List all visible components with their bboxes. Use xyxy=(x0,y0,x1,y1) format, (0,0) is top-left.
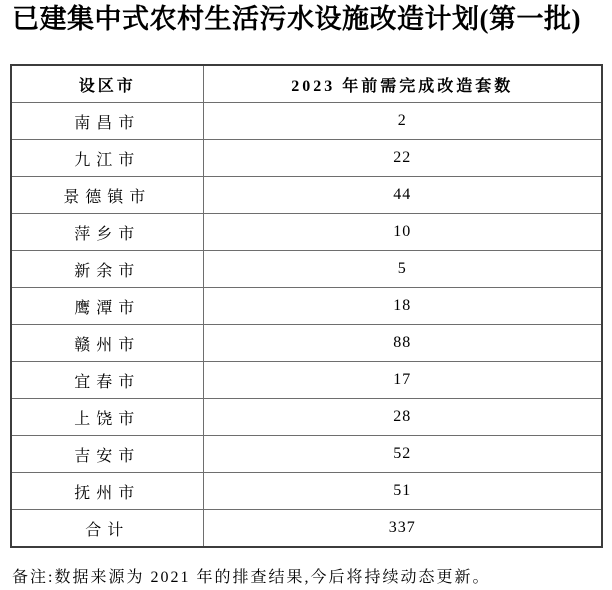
table-row xyxy=(11,140,602,177)
count-cell: 51 xyxy=(203,473,602,510)
table-row xyxy=(11,436,602,473)
count-cell: 18 xyxy=(203,288,602,325)
count-cell: 10 xyxy=(203,214,602,251)
table-row xyxy=(11,177,602,214)
city-cell: 赣州市 xyxy=(11,325,203,362)
city-cell: 宜春市 xyxy=(11,362,203,399)
city-cell: 萍乡市 xyxy=(11,214,203,251)
count-cell: 22 xyxy=(203,140,602,177)
count-cell: 88 xyxy=(203,325,602,362)
city-cell: 上饶市 xyxy=(11,399,203,436)
city-cell: 吉安市 xyxy=(11,436,203,473)
retrofit-plan-table xyxy=(10,64,603,548)
total-count-cell: 337 xyxy=(203,510,602,548)
page-title: 已建集中式农村生活污水设施改造计划(第一批) xyxy=(12,4,581,34)
total-label-cell: 合计 xyxy=(11,510,203,548)
footnote: 备注:数据来源为 2021 年的排查结果,今后将持续动态更新。 xyxy=(12,569,491,586)
count-cell: 17 xyxy=(203,362,602,399)
city-cell: 鹰潭市 xyxy=(11,288,203,325)
table-row xyxy=(11,399,602,436)
count-cell: 28 xyxy=(203,399,602,436)
count-cell: 2 xyxy=(203,103,602,140)
count-cell: 5 xyxy=(203,251,602,288)
table-row xyxy=(11,473,602,510)
table-row xyxy=(11,103,602,140)
column-header-city: 设区市 xyxy=(11,65,203,103)
city-cell: 抚州市 xyxy=(11,473,203,510)
count-cell: 44 xyxy=(203,177,602,214)
city-cell: 景德镇市 xyxy=(11,177,203,214)
table-row-total xyxy=(11,510,602,548)
column-header-count: 2023 年前需完成改造套数 xyxy=(203,65,602,103)
count-cell: 52 xyxy=(203,436,602,473)
city-cell: 新余市 xyxy=(11,251,203,288)
table-row xyxy=(11,325,602,362)
city-cell: 九江市 xyxy=(11,140,203,177)
table-row xyxy=(11,214,602,251)
city-cell: 南昌市 xyxy=(11,103,203,140)
table-header-row xyxy=(11,65,602,103)
table-row xyxy=(11,288,602,325)
table-row xyxy=(11,362,602,399)
table-row xyxy=(11,251,602,288)
